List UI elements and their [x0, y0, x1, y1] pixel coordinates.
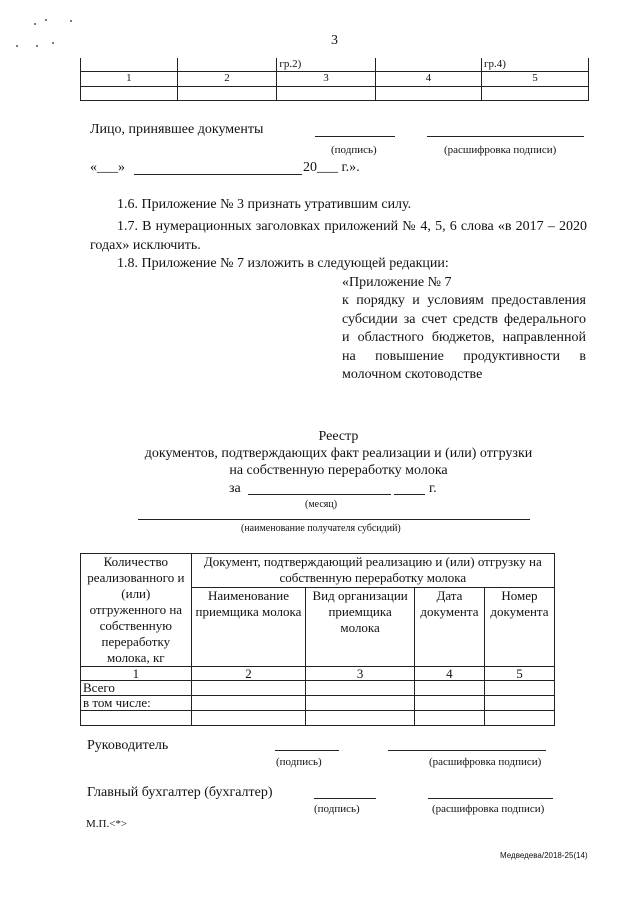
- col-receiver-name-header: Наименование приемщика молока: [191, 587, 306, 666]
- signature-line: [315, 136, 395, 137]
- accepted-label: Лицо, принявшее документы: [90, 122, 264, 137]
- col-doc-date-header: Дата документа: [414, 587, 484, 666]
- top-table-header-cell: [375, 58, 481, 71]
- registry-subtitle-2: на собственную переработку молока: [229, 463, 448, 478]
- top-table-header-cell: гр.2): [277, 58, 375, 71]
- date-line: [134, 174, 302, 175]
- col-quantity-header: Количество реализованного и (или) отгруженного на собственную переработку молока, кг: [81, 554, 192, 667]
- date-year: 20___ г.».: [303, 160, 360, 175]
- table-cell: [191, 681, 306, 696]
- head-decode-caption: (расшифровка подписи): [429, 756, 542, 768]
- scan-speck: [45, 19, 47, 21]
- col-number-cell: 3: [306, 667, 415, 681]
- table-cell: [191, 711, 306, 726]
- top-table-empty-cell: [375, 86, 481, 100]
- col-number-cell: 4: [414, 667, 484, 681]
- scan-speck: [36, 45, 38, 47]
- registry-subtitle-1: документов, подтверждающих факт реализации и (или) отгрузки: [144, 446, 533, 461]
- top-table-number-cell: 3: [277, 71, 375, 86]
- top-table-header-cell: [177, 58, 277, 71]
- top-table-number-cell: 5: [482, 71, 589, 86]
- recipient-caption: (наименование получателя субсидий): [241, 523, 401, 534]
- annex-title: «Приложение № 7: [342, 275, 452, 290]
- scan-speck: [16, 45, 18, 47]
- accountant-decode-caption: (расшифровка подписи): [432, 803, 545, 815]
- stamp-placeholder: М.П.<*>: [86, 818, 128, 830]
- top-table: [80, 58, 589, 101]
- top-table-empty-cell: [177, 86, 277, 100]
- decode-line: [427, 136, 584, 137]
- col-number-cell: 1: [81, 667, 192, 681]
- table-cell: [306, 711, 415, 726]
- head-decode-line: [388, 750, 546, 751]
- table-cell: [484, 681, 554, 696]
- date-open: «___»: [90, 160, 125, 175]
- accountant-label: Главный бухгалтер (бухгалтер): [87, 785, 273, 800]
- table-cell: [484, 696, 554, 711]
- registry-za: за: [229, 481, 241, 496]
- col-number-cell: 2: [191, 667, 306, 681]
- including-row-label: в том числе:: [81, 696, 192, 711]
- page-number: 3: [331, 33, 338, 48]
- table-cell: [484, 711, 554, 726]
- head-sign-caption: (подпись): [276, 756, 322, 768]
- accountant-decode-line: [428, 798, 553, 799]
- top-table-empty-cell: [277, 86, 375, 100]
- registry-table: [80, 553, 555, 726]
- top-table-number-cell: 2: [177, 71, 277, 86]
- top-table-number-cell: 4: [375, 71, 481, 86]
- item-1-7: 1.7. В нумерационных заголовках приложений № 4, 5, 6 слова «в 2017 – 2020 годах» исключить.: [90, 219, 587, 253]
- accountant-signature-line: [314, 798, 376, 799]
- accountant-sign-caption: (подпись): [314, 803, 360, 815]
- table-cell: [414, 681, 484, 696]
- top-table-header-cell: гр.4): [482, 58, 589, 71]
- scan-speck: [52, 42, 54, 44]
- top-table-empty-cell: [482, 86, 589, 100]
- head-signature-line: [275, 750, 339, 751]
- top-table-empty-cell: [81, 86, 178, 100]
- table-cell: [306, 696, 415, 711]
- col-number-cell: 5: [484, 667, 554, 681]
- col-doc-number-header: Номер документа: [484, 587, 554, 666]
- scan-speck: [34, 23, 36, 25]
- item-1-8: 1.8. Приложение № 7 изложить в следующей редакции:: [117, 256, 449, 271]
- doc-group-header: Документ, подтверждающий реализацию и (или) отгрузку на собственную переработку молока: [191, 554, 554, 588]
- decode-caption: (расшифровка подписи): [444, 144, 557, 156]
- total-row-label: Всего: [81, 681, 192, 696]
- year-line: [394, 494, 425, 495]
- scan-speck: [70, 20, 72, 22]
- item-1-6: 1.6. Приложение № 3 признать утратившим силу.: [117, 197, 412, 212]
- month-caption: (месяц): [305, 499, 338, 510]
- recipient-line: [138, 519, 530, 520]
- sign-caption: (подпись): [331, 144, 377, 156]
- month-line: [248, 494, 391, 495]
- table-cell: [414, 696, 484, 711]
- registry-title: Реестр: [318, 429, 359, 444]
- table-cell: [306, 681, 415, 696]
- table-cell: [81, 711, 192, 726]
- footer-code: Медведева/2018-25(14): [500, 851, 588, 860]
- head-label: Руководитель: [87, 738, 169, 753]
- annex-text: к порядку и условиям предоставления субсидии за счет средств федерального и областного бюджетов, направленной на повышение продуктивности в молочном скотоводстве: [342, 293, 586, 382]
- top-table-header-cell: [81, 58, 178, 71]
- table-cell: [414, 711, 484, 726]
- registry-g: г.: [429, 481, 437, 496]
- col-org-type-header: Вид организации приемщика молока: [306, 587, 415, 666]
- top-table-number-cell: 1: [81, 71, 178, 86]
- table-cell: [191, 696, 306, 711]
